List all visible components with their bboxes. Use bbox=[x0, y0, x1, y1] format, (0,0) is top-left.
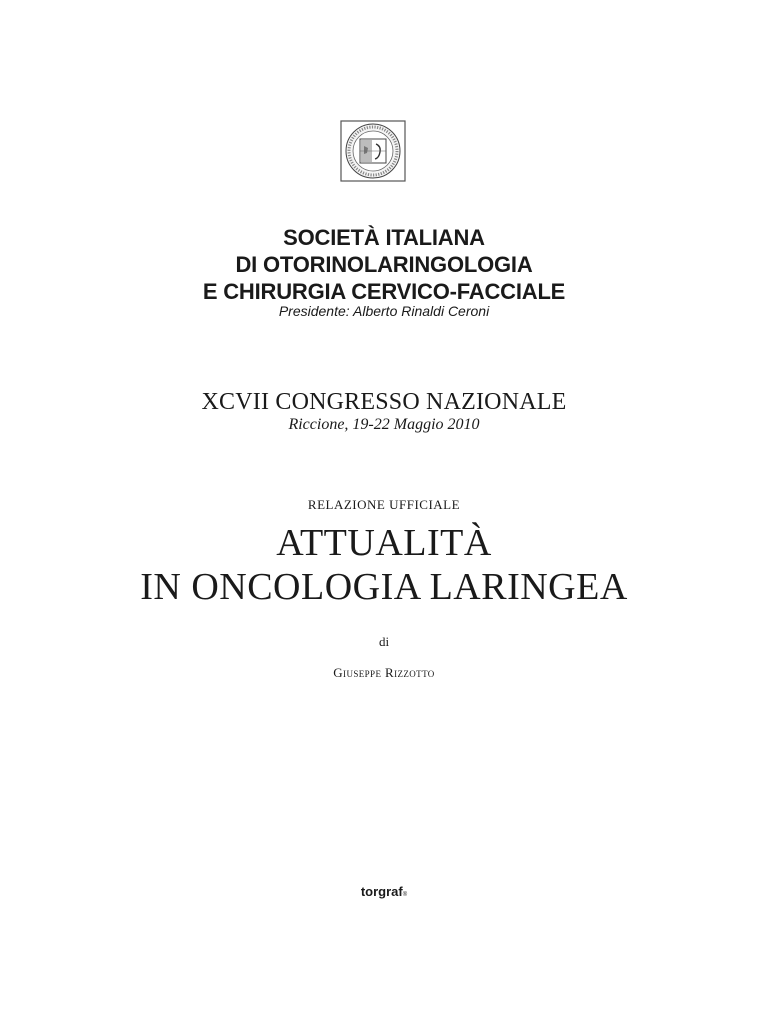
congress-name: XCVII CONGRESSO NAZIONALE bbox=[201, 389, 567, 415]
congress-heading bbox=[0, 388, 768, 434]
society-president: Presidente: Alberto Rinaldi Ceroni bbox=[278, 303, 490, 319]
author-name: Giuseppe Rizzotto bbox=[333, 665, 435, 680]
publisher-name: torgraf bbox=[360, 884, 403, 899]
society-name-line-2: DI OTORINOLARINGOLOGIA bbox=[235, 252, 533, 277]
publisher-registered-mark: ® bbox=[402, 892, 408, 898]
report-heading bbox=[0, 497, 768, 609]
report-title-line-1: ATTUALITÀ bbox=[276, 522, 492, 564]
publisher-logo bbox=[0, 884, 768, 903]
author-by: di bbox=[378, 634, 390, 649]
society-heading bbox=[0, 224, 768, 319]
society-name-line-3: E CHIRURGIA CERVICO-FACCIALE bbox=[202, 279, 566, 304]
society-seal-icon bbox=[340, 120, 406, 182]
report-title-line-2: IN ONCOLOGIA LARINGEA bbox=[140, 566, 628, 608]
congress-place-date: Riccione, 19-22 Maggio 2010 bbox=[288, 416, 480, 433]
author-block bbox=[0, 634, 768, 681]
society-name-line-1: SOCIETÀ ITALIANA bbox=[283, 225, 485, 250]
society-seal-logo bbox=[340, 120, 406, 182]
report-label: RELAZIONE UFFICIALE bbox=[307, 497, 461, 512]
